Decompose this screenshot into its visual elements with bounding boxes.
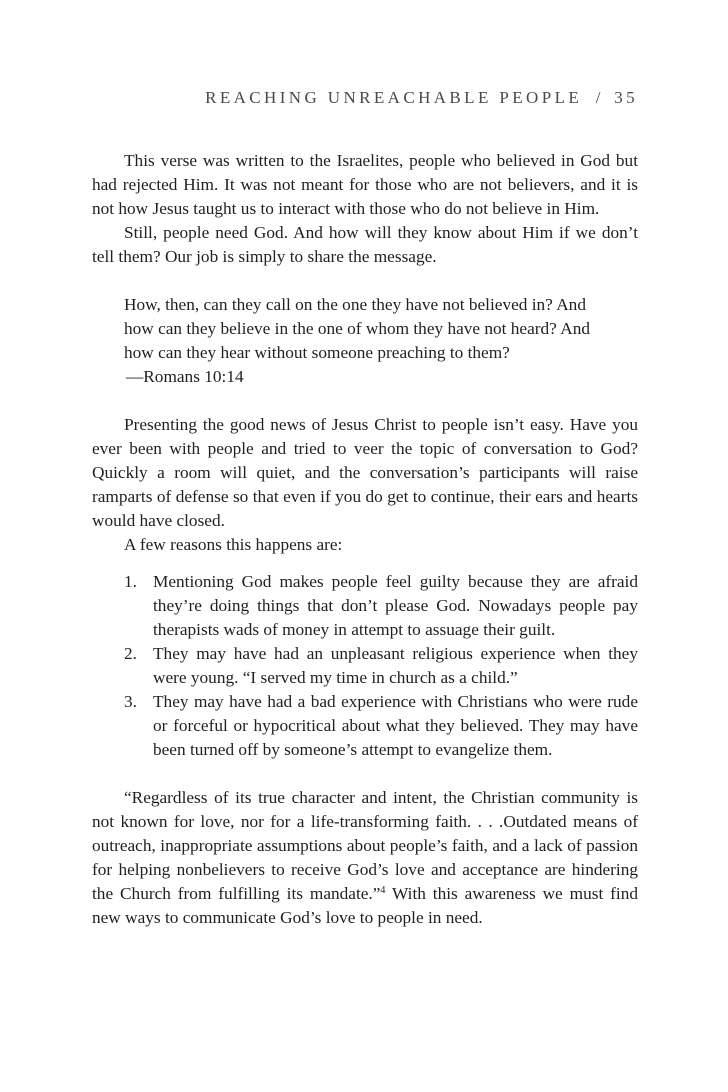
list-item-text: They may have had an unpleasant religious experience when they were young. “I served my time in church as a child.” [153, 644, 638, 687]
list-item-number: 3. [124, 692, 137, 711]
running-head [92, 88, 638, 108]
page-body [92, 149, 638, 930]
list-item-number: 1. [124, 572, 137, 591]
reasons-list [124, 570, 638, 762]
blockquote-line: how can they believe in the one of whom they have not heard? And [124, 319, 590, 338]
list-item-text: Mentioning God makes people feel guilty because they are afraid they’re doing things that don’t please God. Nowadays people pay therapists wads of money in attempt to assuage their guilt. [153, 572, 638, 639]
footnote-marker[interactable]: 4 [380, 885, 386, 896]
paragraph-presenting-good-news: Presenting the good news of Jesus Christ to people isn’t easy. Have you ever been with people and tried to veer the topic of conversation to God? Quickly a room will quiet, and the conversation’s participants will raise ramparts of defense so that even if you do get to continue, their ears and hearts would have closed. [92, 415, 638, 530]
list-item [124, 690, 638, 762]
quote-text: “Regardless of its true character and intent, the Christian community is not known for love, nor for a life-transforming faith. . . .Outdated means of outreach, inappropriate assumptions about people’s faith, and a lack of passion for helping nonbelievers to receive God’s love and acceptance are hindering the Church from fulfilling its mandate.” [92, 788, 638, 903]
list-item-number: 2. [124, 644, 137, 663]
paragraph-israelites: This verse was written to the Israelites, people who believed in God but had rejected Him. It was not meant for those who are not believers, and it is not how Jesus taught us to interact with those who do not believe in Him. [92, 151, 638, 218]
running-head-separator: / [595, 88, 601, 107]
paragraph-christian-community-quote [92, 786, 638, 930]
running-head-title: REACHING UNREACHABLE PEOPLE [205, 88, 583, 107]
paragraph-few-reasons: A few reasons this happens are: [124, 535, 343, 554]
list-item [124, 642, 638, 690]
blockquote-line: How, then, can they call on the one they have not believed in? And [124, 295, 586, 314]
scripture-blockquote [124, 293, 638, 389]
blockquote-attribution: —Romans 10:14 [126, 367, 244, 386]
blockquote-line: how can they hear without someone preaching to them? [124, 343, 510, 362]
paragraph-people-need-god: Still, people need God. And how will they know about Him if we don’t tell them? Our job is simply to share the message. [92, 223, 638, 266]
list-item [124, 570, 638, 642]
list-item-text: They may have had a bad experience with Christians who were rude or forceful or hypocritical about what they believed. They may have been turned off by someone’s attempt to evangelize them. [153, 692, 638, 759]
paragraph-tail-text: With this awareness we must find new ways to communicate God’s love to people in need. [92, 884, 638, 927]
page-number: 35 [614, 88, 638, 107]
